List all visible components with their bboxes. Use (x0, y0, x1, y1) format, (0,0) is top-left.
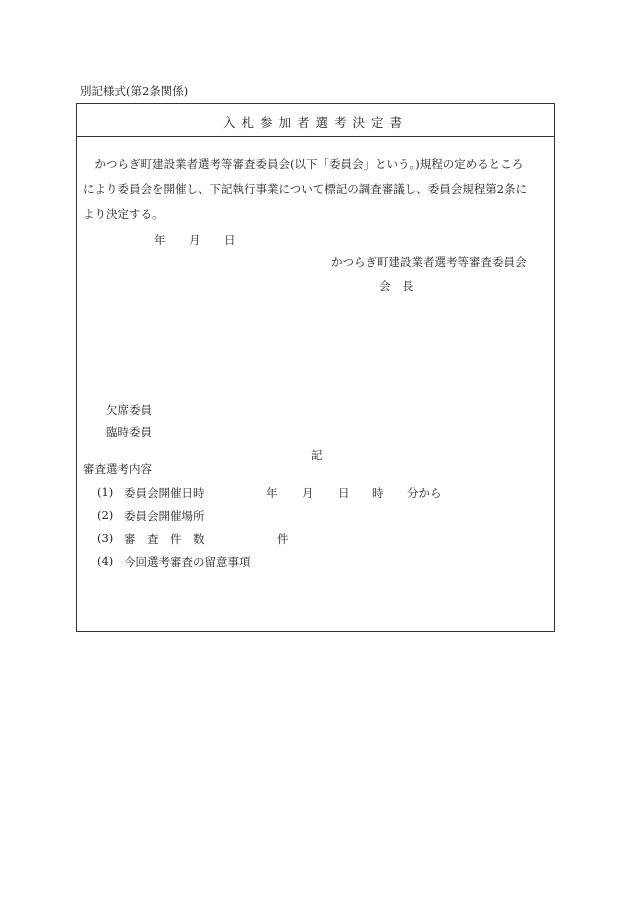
ki-label: 記 (311, 448, 323, 462)
absent-members-label: 欠席委員 (106, 403, 152, 417)
body-line-3: より決定する。 (83, 207, 164, 221)
item-1-number: (1) (97, 485, 114, 499)
item-2-label: 委員会開催場所 (124, 509, 205, 523)
item-1-label: 委員会開催日時 (124, 486, 205, 500)
count-unit: 件 (277, 532, 289, 546)
document-title: 入札参加者選考決定書 (222, 115, 408, 130)
body-line-2: により委員会を開催し、下記執行事業について標記の調査審議し、委員会規程第2条に (83, 182, 528, 196)
temporary-members-label: 臨時委員 (106, 425, 152, 439)
date-year: 年 (154, 233, 166, 247)
section-title: 審査選考内容 (83, 462, 152, 476)
date-day: 日 (224, 233, 236, 247)
item-4-label: 今回選考審査の留意事項 (124, 555, 251, 569)
body-line-1: かつらぎ町建設業者選考等審査委員会(以下「委員会」という。)規程の定めるところ (83, 157, 524, 171)
datetime-day: 日 (338, 486, 350, 500)
item-4-number: (4) (97, 554, 114, 568)
chair-label: 会 長 (379, 279, 414, 293)
datetime-month: 月 (302, 486, 314, 500)
datetime-minute: 分から (407, 486, 442, 500)
date-month: 月 (189, 233, 201, 247)
title-divider (77, 136, 554, 137)
datetime-hour: 時 (372, 486, 384, 500)
item-2-number: (2) (97, 508, 114, 522)
committee-name: かつらぎ町建設業者選考等審査委員会 (331, 255, 527, 269)
form-label: 別記様式(第2条関係) (80, 84, 189, 98)
item-3-label: 審 査 件 数 (124, 532, 205, 546)
item-3-number: (3) (97, 531, 114, 545)
datetime-year: 年 (266, 486, 278, 500)
document-frame (76, 103, 555, 632)
